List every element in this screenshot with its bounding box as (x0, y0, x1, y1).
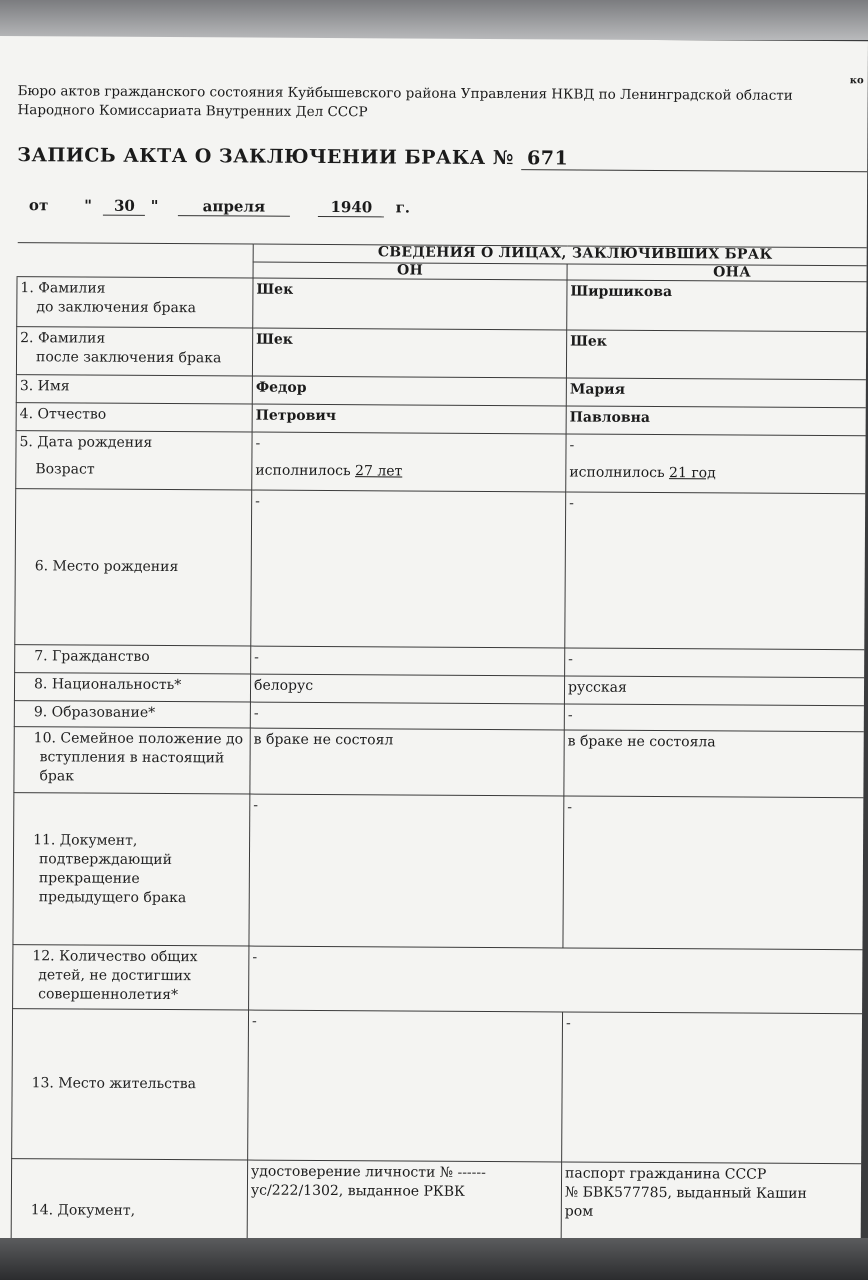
he-education: - (250, 702, 564, 730)
row-label: 11. Документ, подтверждающий прекращение предыдущего брака (13, 793, 250, 946)
row-surname-after (16, 327, 868, 380)
she-first-name: Мария (566, 378, 868, 408)
row-label: 6. Место рождения (15, 489, 252, 646)
row-label: 7. Гражданство (15, 645, 251, 674)
record-title (17, 144, 867, 172)
row-divorce-document (13, 793, 868, 950)
record-number: 671 (521, 147, 867, 172)
date-quote-close: " (150, 196, 159, 215)
she-identity-document: паспорт гражданина СССР № БВК577785, выданный Кашин ром (561, 1162, 868, 1244)
date-prefix: от (28, 196, 49, 215)
he-birth-place: - (251, 490, 566, 648)
row-label: 12. Количество общих детей, не достигших совершеннолетия* (13, 945, 249, 1010)
she-education: - (564, 704, 868, 732)
screen-bottom-frame (0, 1238, 868, 1280)
record-title-text: ЗАПИСЬ АКТА О ЗАКЛЮЧЕНИИ БРАКА № (17, 144, 515, 170)
row-residence (12, 1009, 868, 1164)
he-residence: - (248, 1010, 563, 1162)
she-patronymic: Павловна (566, 406, 868, 436)
row-surname-before (17, 277, 868, 332)
she-birth-date: - (569, 437, 575, 454)
table-header: СВЕДЕНИЯ О ЛИЦАХ, ЗАКЛЮЧИВШИХ БРАК (253, 244, 868, 266)
she-citizenship: - (565, 648, 868, 678)
date-day: 30 (103, 197, 145, 216)
she-age: исполнилось 21 год (569, 464, 716, 482)
she-nationality: русская (564, 676, 868, 706)
row-label: 10. Семейное положение до вступления в настоящий брак (14, 727, 250, 794)
record-date (29, 196, 422, 217)
marriage-record-table (11, 242, 868, 1244)
she-marital-status: в браке не состояла (564, 730, 868, 798)
row-marital-status (14, 727, 868, 798)
row-label: 1. Фамилия до заключения брака (17, 277, 253, 328)
he-age: исполнилось 27 лет (255, 462, 403, 480)
bureau-header (17, 82, 867, 125)
she-divorce-document: - (563, 796, 868, 950)
corner-code: ко (849, 75, 864, 87)
he-marital-status: в браке не состоял (250, 728, 564, 796)
date-year-suffix: г. (395, 198, 411, 217)
row-label: 8. Национальность* (14, 673, 250, 702)
column-he: ОН (253, 262, 567, 280)
row-identity-document (11, 1159, 868, 1244)
row-label: 3. Имя (16, 375, 252, 404)
row-label: 14. Документ, (11, 1159, 247, 1240)
he-birth-date: - (255, 435, 261, 452)
row-label: 9. Образование* (14, 701, 250, 728)
he-first-name: Федор (252, 376, 566, 406)
row-label: 2. Фамилия после заключения брака (16, 327, 252, 376)
row-label: 4. Отчество (16, 403, 252, 432)
children-count-value: - (249, 946, 868, 1014)
he-identity-document: удостоверение личности № ------ ус/222/1302, выданное РКВК (247, 1160, 561, 1242)
document-page (0, 36, 868, 1245)
bureau-line-2: Народного Комиссариата Внутренних Дел СССР (17, 102, 368, 121)
she-surname-after: Шек (566, 330, 868, 380)
row-birth-place (15, 489, 868, 650)
row-label: 5. Дата рождения Возраст (16, 431, 252, 490)
he-surname-before: Шек (253, 278, 567, 330)
date-month: апреля (178, 197, 290, 217)
she-surname-before: Ширшикова (567, 280, 868, 332)
she-residence: - (562, 1012, 868, 1164)
he-patronymic: Петрович (252, 404, 566, 434)
he-birth-age (252, 432, 566, 492)
column-she: ОНА (567, 264, 868, 282)
bureau-line-1: Бюро актов гражданского состояния Куйбышевского района Управления НКВД по Ленинградской области (17, 83, 793, 104)
he-divorce-document: - (249, 794, 564, 948)
screen-top-frame (0, 0, 868, 40)
row-children-count (13, 945, 868, 1014)
date-quote-open: " (84, 196, 93, 215)
row-label: 13. Место жительства (12, 1009, 249, 1160)
he-surname-after: Шек (252, 328, 566, 378)
she-birth-place: - (565, 492, 868, 650)
row-birth-date-age (16, 431, 868, 494)
he-citizenship: - (251, 646, 565, 676)
date-year: 1940 (318, 198, 384, 217)
she-birth-age (566, 434, 868, 494)
he-nationality: белорус (250, 674, 564, 704)
